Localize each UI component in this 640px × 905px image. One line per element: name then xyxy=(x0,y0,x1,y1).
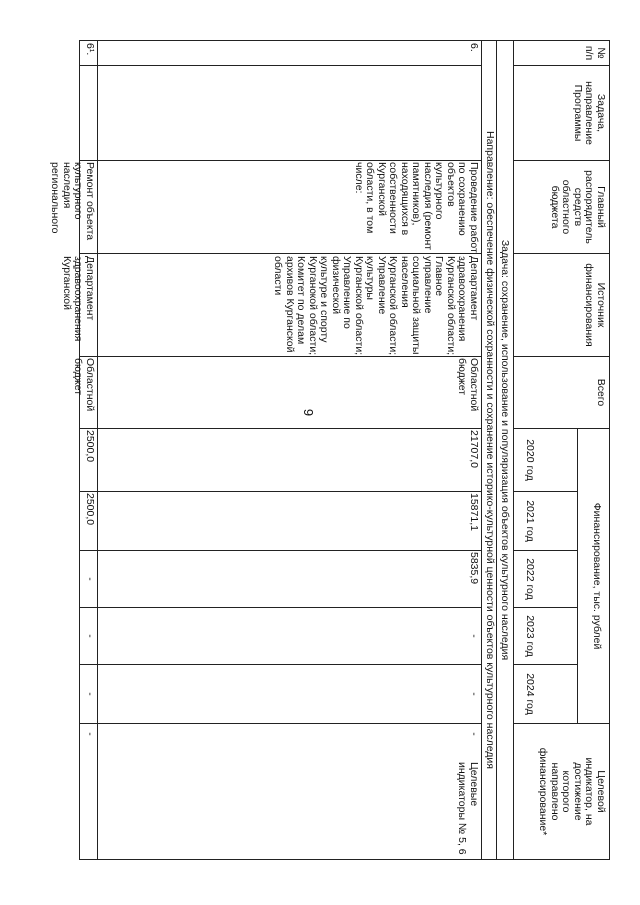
header-indicator: Целевой индикатор, на достижение которого направлено финансирование* xyxy=(537,747,607,836)
task-row: Задача: сохранение, использование и популяризация объектов культурного наследия xyxy=(499,239,511,661)
col-edge-right xyxy=(80,859,610,860)
col-sep-2024-body xyxy=(80,723,482,724)
header-year-2021: 2021 год xyxy=(524,500,536,542)
col-sep-2021-body xyxy=(80,550,482,551)
header-year-2022: 2022 год xyxy=(524,558,536,600)
row-6-2024: - xyxy=(468,732,480,736)
rule-task-row xyxy=(496,40,497,860)
page-number: 9 xyxy=(301,408,317,417)
col-edge-left xyxy=(80,40,610,41)
header-source: Источник финансирования xyxy=(583,263,607,347)
row-6-2021: 5835,9 xyxy=(468,552,480,585)
col-sep-2020-body xyxy=(80,491,482,492)
col-sep-2023-body xyxy=(80,664,482,665)
rule-header-bottom xyxy=(513,40,514,860)
col-sep-2022-body xyxy=(80,607,482,608)
rule-top xyxy=(609,40,610,860)
row-6-1-2024: - xyxy=(84,732,96,736)
row-6-2023: - xyxy=(468,692,480,696)
rule-financing-sub xyxy=(577,428,578,723)
row-6-1-num: 6¹. xyxy=(84,43,96,56)
row-6-2022: - xyxy=(468,634,480,638)
row-6-source: Областной бюджет xyxy=(456,358,480,412)
rule-direction-row xyxy=(481,40,482,860)
header-financing: Финансирование, тыс. рублей xyxy=(591,502,603,650)
row-6-1-2023: - xyxy=(84,692,96,696)
col-sep-num-body xyxy=(80,65,482,66)
row-6-num: 6. xyxy=(468,43,480,52)
header-year-2023: 2023 год xyxy=(524,615,536,657)
col-sep-source-body xyxy=(80,356,482,357)
row-6-1-2022: - xyxy=(84,634,96,638)
col-sep-total-body xyxy=(80,428,482,429)
header-task: Задача, направление Программы xyxy=(572,81,607,145)
budget-table xyxy=(49,40,610,860)
rule-row-6 xyxy=(97,40,98,860)
header-total: Всего xyxy=(595,378,607,407)
header-year-2024: 2024 год xyxy=(524,673,536,715)
header-year-2020: 2020 год xyxy=(524,439,536,481)
row-6-2020: 15871,1 xyxy=(468,493,480,531)
row-6-1-2021: - xyxy=(84,577,96,581)
col-sep-task-body xyxy=(80,160,482,161)
header-manager: Главный распорядитель средств областного бюджета xyxy=(549,170,607,244)
row-6-name: Проведение работ по сохранению объектов культурного наследия (ремонт памятников), находящихся в собственности Курганской области, в том числе: xyxy=(353,162,480,253)
row-6-manager: Департамент здравоохранения Курганской области; Главное управление социальной защиты населения Курганской области; Управление культуры Курганской области; Управление по физической культуре и спорту Курганской области; Комитет по делам архивов Курганской области xyxy=(272,256,480,356)
row-6-1-2020: 2500,0 xyxy=(84,493,96,526)
row-6-total: 21707,0 xyxy=(468,430,480,468)
row-6-1-source: Областной бюджет xyxy=(72,358,96,412)
row-6-indicator: Целевые индикаторы № 5, 6 xyxy=(456,762,480,855)
row-6-1-manager: Департамент здравоохранения Курганской xyxy=(61,256,96,342)
row-6-1-total: 2500,0 xyxy=(84,430,96,463)
row-6-1-name: Ремонт объекта культурного наследия регионального xyxy=(49,162,96,241)
header-num: № п/п xyxy=(583,45,607,61)
direction-row: Направление: обеспечение физической сохранности и сохранение историко-культурной ценности объектов культурного наследия xyxy=(484,131,496,769)
